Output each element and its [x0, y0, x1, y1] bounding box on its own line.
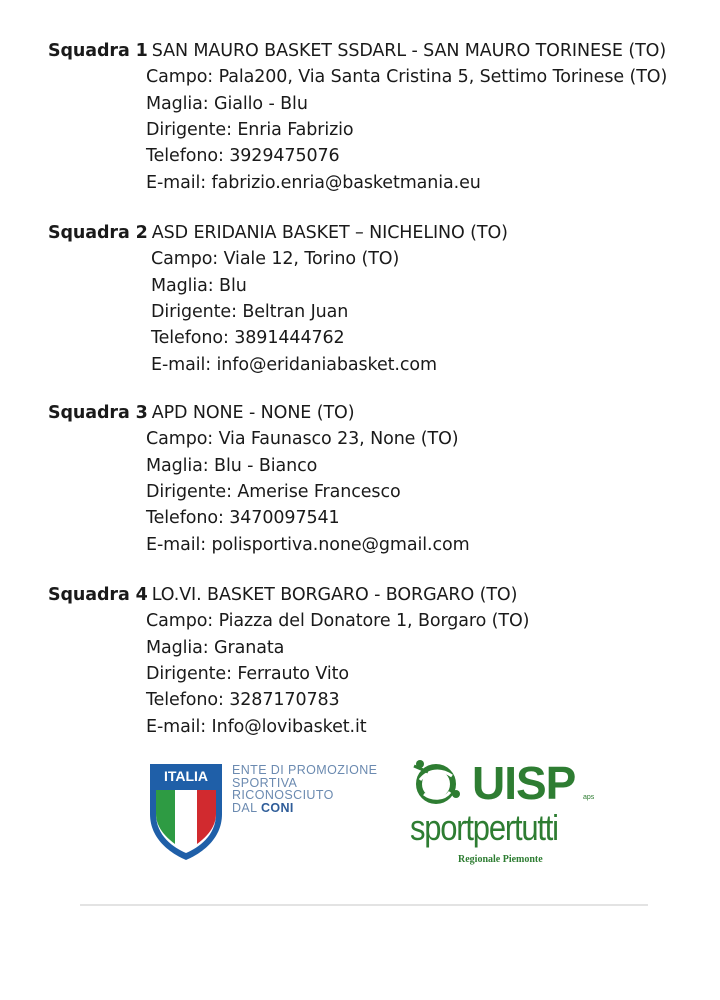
team-dirigente: Dirigente: Amerise Francesco — [146, 481, 401, 502]
ente-coni: CONI — [260, 800, 294, 815]
team-maglia: Maglia: Granata — [146, 637, 285, 658]
team-maglia: Maglia: Blu - Bianco — [146, 455, 318, 476]
team-label: Squadra 2 — [48, 223, 148, 243]
team-telefono: Telefono: 3470097541 — [146, 508, 340, 529]
shield-italia-text: ITALIA — [163, 768, 209, 784]
team-block-4 — [48, 582, 708, 737]
team-block-3 — [48, 400, 708, 555]
team-telefono: Telefono: 3287170783 — [146, 690, 340, 711]
team-label: Squadra 1 — [48, 41, 148, 61]
team-dirigente: Dirigente: Ferrauto Vito — [146, 663, 349, 684]
team-label: Squadra 3 — [48, 403, 148, 423]
team-email: E-mail: Info@lovibasket.it — [146, 716, 367, 737]
team-email: E-mail: info@eridaniabasket.com — [151, 354, 437, 375]
team-dirigente: Dirigente: Enria Fabrizio — [146, 119, 354, 140]
team-campo: Campo: Via Faunasco 23, None (TO) — [146, 429, 459, 450]
italia-coni-shield-icon — [148, 762, 224, 862]
team-block-1 — [48, 38, 708, 193]
team-maglia: Maglia: Giallo - Blu — [146, 93, 308, 114]
ente-line: ENTE DI PROMOZIONE — [232, 763, 378, 777]
team-telefono: Telefono: 3929475076 — [146, 146, 340, 167]
ente-line: RICONOSCIUTO — [232, 788, 334, 802]
sportpertutti-wordmark: sportpertutti — [410, 807, 558, 848]
logos-banner — [80, 752, 648, 906]
team-name: SAN MAURO BASKET SSDARL - SAN MAURO TORINESE (TO) — [151, 41, 667, 61]
team-maglia: Maglia: Blu — [151, 275, 247, 296]
ente-line — [232, 802, 377, 815]
regionale-piemonte: Regionale Piemonte — [458, 854, 543, 865]
team-name: APD NONE - NONE (TO) — [151, 403, 355, 423]
ente-promozione-text — [232, 764, 377, 814]
ente-line: SPORTIVA — [232, 775, 298, 790]
team-name: LO.VI. BASKET BORGARO - BORGARO (TO) — [151, 585, 518, 605]
team-telefono: Telefono: 3891444762 — [151, 328, 345, 349]
team-campo: Campo: Pala200, Via Santa Cristina 5, Settimo Torinese (TO) — [146, 67, 668, 88]
team-block-2 — [48, 220, 708, 375]
team-email: E-mail: polisportiva.none@gmail.com — [146, 534, 470, 555]
team-dirigente: Dirigente: Beltran Juan — [151, 301, 349, 322]
team-name: ASD ERIDANIA BASKET – NICHELINO (TO) — [151, 223, 508, 243]
uisp-aps: aps — [583, 794, 595, 801]
team-campo: Campo: Piazza del Donatore 1, Borgaro (TO) — [146, 611, 530, 632]
uisp-wordmark: UISP — [472, 757, 576, 809]
ente-dal: DAL — [232, 800, 261, 815]
team-label: Squadra 4 — [48, 585, 148, 605]
team-campo: Campo: Viale 12, Torino (TO) — [151, 249, 400, 270]
team-email: E-mail: fabrizio.enria@basketmania.eu — [146, 172, 481, 193]
